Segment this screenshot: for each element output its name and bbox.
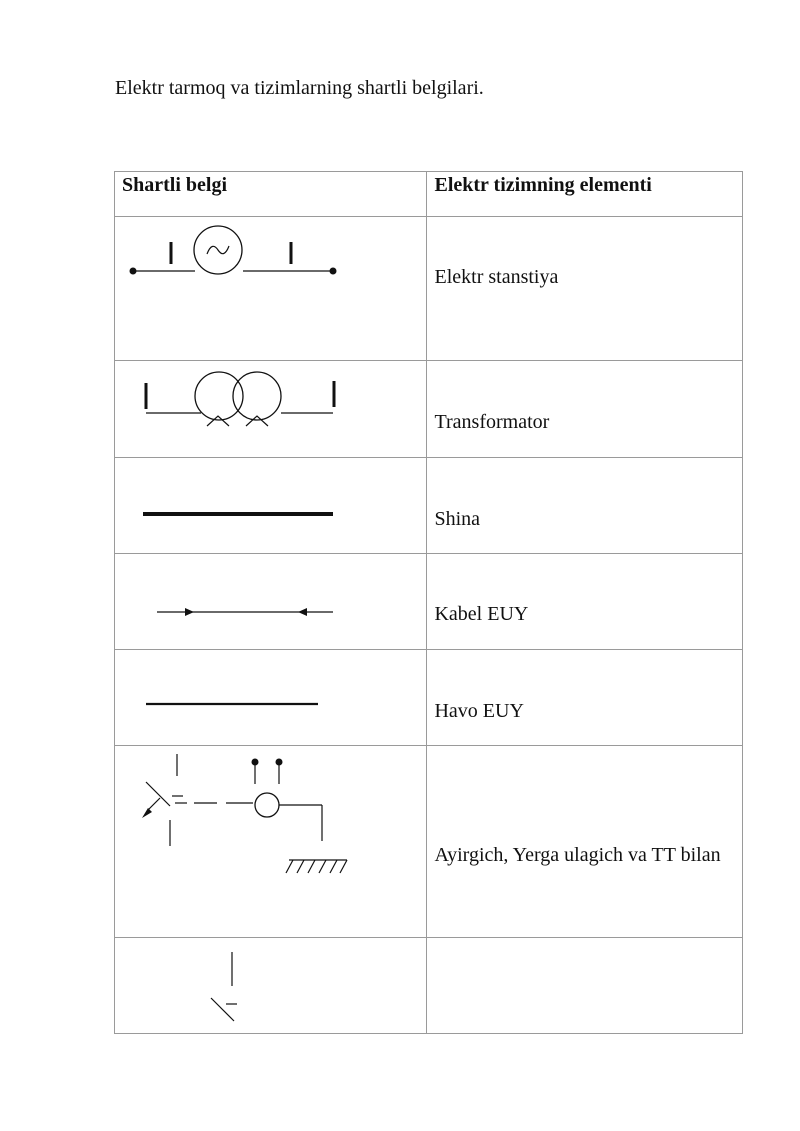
table-row <box>115 554 743 650</box>
transformer-symbol <box>115 361 427 458</box>
switch-icon <box>115 938 427 1034</box>
element-cell <box>427 938 743 1034</box>
element-cell: Shina <box>427 458 743 554</box>
table-row <box>115 938 743 1034</box>
header-symbol: Shartli belgi <box>115 172 427 217</box>
table-row <box>115 746 743 938</box>
switch-symbol <box>115 938 427 1034</box>
element-cell: Kabel EUY <box>427 554 743 650</box>
transformer-icon <box>115 361 427 458</box>
table-header-row <box>115 172 743 217</box>
busbar-symbol <box>115 458 427 554</box>
cable-line-symbol <box>115 554 427 650</box>
overhead-line-symbol <box>115 650 427 746</box>
disconnector-earthing-symbol <box>115 746 427 938</box>
power-station-symbol <box>115 217 427 361</box>
disconnector-earthing-icon <box>115 746 427 938</box>
element-cell: Ayirgich, Yerga ulagich va TT bilan <box>427 746 743 938</box>
power-station-icon <box>115 217 427 361</box>
element-cell: Transformator <box>427 361 743 458</box>
symbols-table <box>114 171 743 1034</box>
overhead-line-icon <box>115 650 427 746</box>
table-row <box>115 361 743 458</box>
header-element: Elektr tizimning elementi <box>427 172 743 217</box>
element-cell: Havo EUY <box>427 650 743 746</box>
page-title: Elektr tarmoq va tizimlarning shartli belgilari. <box>115 77 484 99</box>
table-row <box>115 650 743 746</box>
table-row <box>115 217 743 361</box>
busbar-icon <box>115 458 427 554</box>
table-row <box>115 458 743 554</box>
element-cell: Elektr stanstiya <box>427 217 743 361</box>
cable-line-icon <box>115 554 427 650</box>
